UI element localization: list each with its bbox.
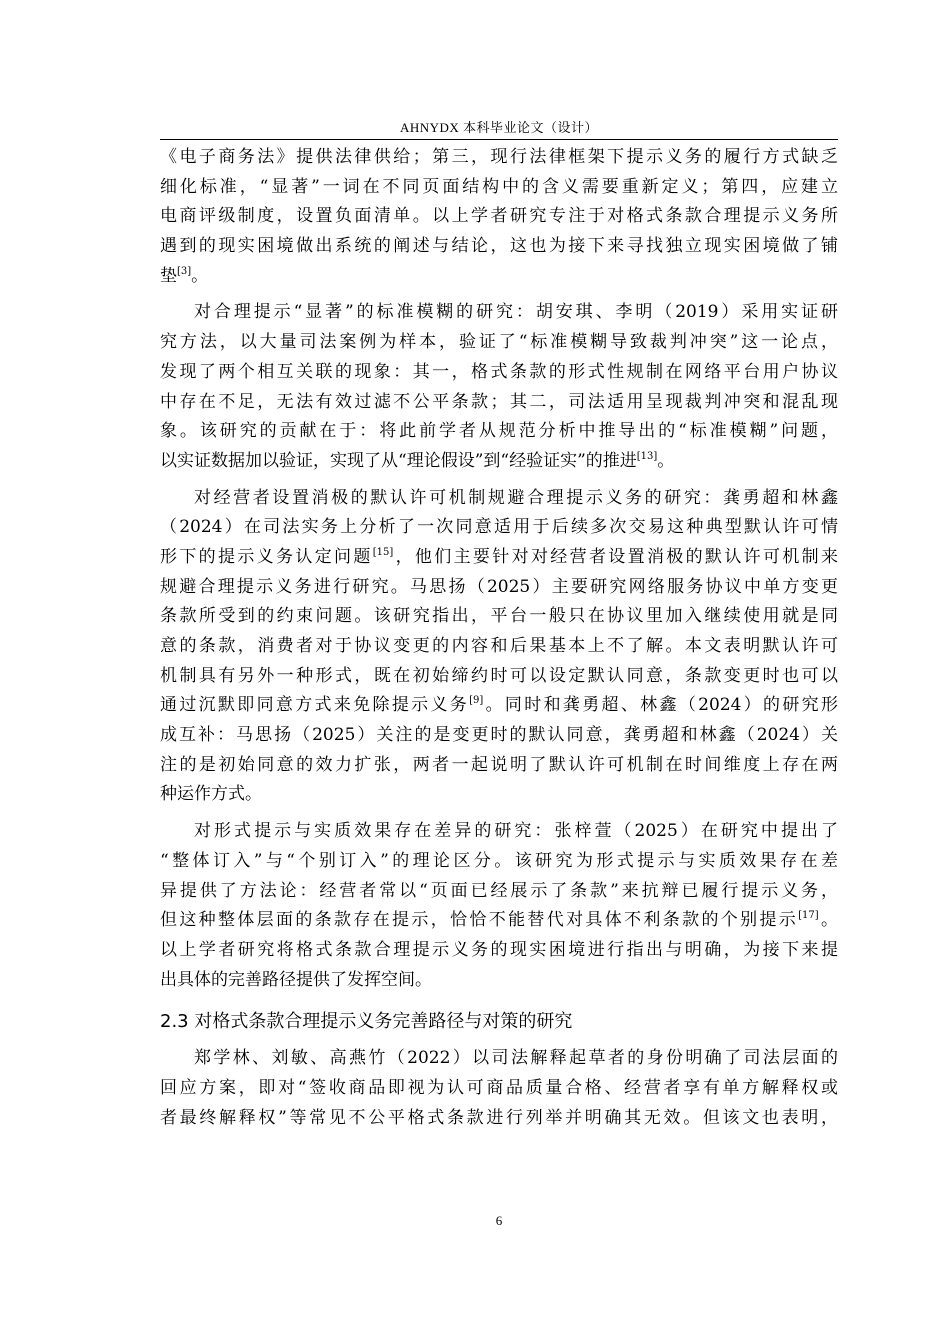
text-line (160, 662, 838, 692)
text-line (160, 232, 838, 262)
paragraph (160, 1044, 838, 1133)
line-text: 对合理提示“显著”的标准模糊的研究：胡安琪、李明（2019）采用实证研 (194, 302, 838, 323)
line-text: 对经营者设置消极的默认许可机制规避合理提示义务的研究：龚勇超和林鑫 (194, 487, 838, 508)
line-text: 规避合理提示义务进行研究。马思扬（2025）主要研究网络服务协议中单方变更 (160, 576, 838, 597)
text-line (160, 817, 838, 847)
text-line (160, 143, 838, 173)
line-text: 电商评级制度，设置负面清单。以上学者研究专注于对格式条款合理提示义务所 (160, 206, 838, 227)
citation-ref: [15] (372, 546, 394, 558)
text-line (160, 691, 838, 721)
line-text: 回应方案，即对“签收商品即视为认可商品质量合格、经营者享有单方解释权或 (160, 1077, 838, 1098)
line-text: 异提供了方法论：经营者常以“页面已经展示了条款”来抗辩已履行提示义务， (160, 880, 838, 901)
text-line (160, 1074, 838, 1104)
line-text: 条款所受到的约束问题。该研究指出，平台一般只在协议里加入继续使用就是同 (160, 606, 838, 627)
line-text-tail: 。 (657, 450, 675, 471)
running-header: AHNYDX 本科毕业论文（设计） (399, 120, 599, 135)
page-body (160, 143, 838, 1133)
text-line (160, 1044, 838, 1074)
line-text: 成互补：马思扬（2025）关注的是变更时的默认同意，龚勇超和林鑫（2024）关 (160, 725, 838, 746)
line-text: 种运作方式。 (160, 784, 262, 805)
text-line (160, 573, 838, 603)
paragraph (160, 298, 838, 476)
section-heading: 2.3 对格式条款合理提示义务完善路径与对策的研究 (160, 1011, 573, 1033)
line-text: 出具体的完善路径提供了发挥空间。 (160, 969, 432, 990)
text-line (160, 632, 838, 662)
text-line (160, 202, 838, 232)
line-text: 形下的提示义务认定问题 (160, 546, 373, 567)
line-text: 中存在不足，无法有效过滤不公平条款；其二，司法适用呈现裁判冲突和混乱现 (160, 391, 838, 412)
line-text: 对形式提示与实质效果存在差异的研究：张梓萱（2025）在研究中提出了 (194, 821, 838, 842)
text-line (160, 847, 838, 877)
text-line (160, 966, 838, 996)
text-line (160, 484, 838, 514)
text-line (160, 417, 838, 447)
paragraph (160, 817, 838, 995)
text-line (160, 328, 838, 358)
text-line (160, 906, 838, 936)
header-rule (160, 139, 838, 140)
text-line (160, 543, 838, 573)
text-line (160, 721, 838, 751)
paragraph (160, 484, 838, 811)
line-text-tail: 。同时和龚勇超、林鑫（2024）的研究形 (483, 695, 838, 716)
citation-ref: [17] (798, 910, 819, 922)
text-line (160, 388, 838, 418)
line-text: “整体订入”与“个别订入”的理论区分。该研究为形式提示与实质效果存在差 (160, 850, 838, 871)
citation-ref: [3] (177, 265, 192, 277)
text-line (160, 751, 838, 781)
line-text: 机制具有另外一种形式，既在初始缔约时可以设定默认同意，条款变更时也可以 (160, 665, 838, 686)
citation-ref: [13] (636, 450, 658, 462)
line-text: 《电子商务法》提供法律供给；第三，现行法律框架下提示义务的履行方式缺乏 (160, 147, 838, 167)
text-line (160, 877, 838, 907)
line-text-tail: 。 (191, 265, 209, 286)
line-text: 发现了两个相互关联的现象：其一，格式条款的形式性规制在网络平台用户协议 (160, 361, 838, 382)
page-number: 6 (495, 1213, 503, 1228)
paragraph (160, 143, 838, 291)
line-text: 遇到的现实困境做出系统的阐述与结论，这也为接下来寻找独立现实困境做了铺 (160, 236, 838, 257)
text-line (160, 447, 838, 477)
text-line (160, 513, 838, 543)
line-text: 象。该研究的贡献在于：将此前学者从规范分析中推导出的“标准模糊”问题， (160, 421, 838, 442)
line-text: 意的条款，消费者对于协议变更的内容和后果基本上不了解。本文表明默认许可 (160, 636, 838, 656)
line-text: 以实证数据加以验证，实现了从“理论假设”到“经验证实”的推进 (160, 450, 637, 471)
line-text-tail: 。 (818, 910, 838, 931)
line-text: （2024）在司法实务上分析了一次同意适用于后续多次交易这种典型默认许可情 (160, 517, 838, 538)
line-text: 垫 (160, 265, 177, 286)
text-line (160, 780, 838, 810)
line-text: 通过沉默即同意方式来免除提示义务 (160, 695, 470, 716)
text-line (160, 173, 838, 203)
text-line (160, 262, 838, 292)
line-text: 以上学者研究将格式条款合理提示义务的现实困境进行指出与明确，为接下来提 (160, 939, 838, 960)
line-text: 究方法，以大量司法案例为样本，验证了“标准模糊导致裁判冲突”这一论点， (160, 332, 838, 353)
text-line (160, 358, 838, 388)
text-line (160, 298, 838, 328)
line-text-tail: ，他们主要针对对经营者设置消极的默认许可机制来 (393, 546, 838, 567)
text-line (160, 936, 838, 966)
line-text: 细化标准，“显著”一词在不同页面结构中的含义需要重新定义；第四，应建立 (160, 176, 838, 197)
line-text: 注的是初始同意的效力扩张，两者一起说明了默认许可机制在时间维度上存在两 (160, 754, 838, 775)
text-line (160, 602, 838, 632)
text-line (160, 1104, 838, 1134)
line-text: 郑学林、刘敏、高燕竹（2022）以司法解释起草者的身份明确了司法层面的 (194, 1048, 838, 1069)
line-text: 但这种整体层面的条款存在提示，恰恰不能替代对具体不利条款的个别提示 (160, 910, 799, 931)
line-text: 者最终解释权”等常见不公平格式条款进行列举并明确其无效。但该文也表明， (160, 1107, 838, 1128)
citation-ref: [9] (469, 695, 484, 707)
